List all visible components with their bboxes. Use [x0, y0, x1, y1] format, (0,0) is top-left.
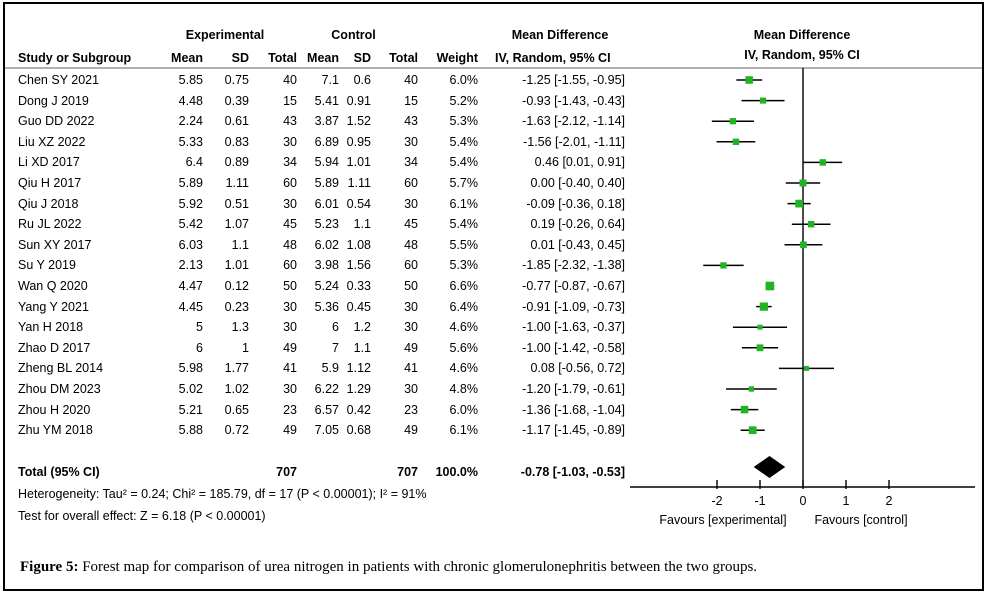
exp-total: 50: [283, 279, 297, 293]
weight: 5.4%: [449, 217, 478, 232]
weight: 6.0%: [449, 402, 478, 417]
ctrl-total: 41: [404, 361, 418, 376]
weight: 5.4%: [449, 134, 478, 149]
exp-sd: 0.39: [224, 93, 249, 108]
ctrl-total: 49: [404, 340, 418, 355]
ctrl-mean: 6.57: [314, 402, 339, 417]
exp-total: 30: [283, 196, 297, 211]
md-ci-text: 0.19 [-0.26, 0.64]: [530, 217, 625, 232]
exp-mean: 5.89: [178, 176, 203, 190]
ctrl-sd: 0.68: [346, 423, 371, 438]
study-name: Guo DD 2022: [18, 114, 95, 129]
exp-mean: 5.98: [178, 361, 203, 376]
exp-sd: 1.1: [231, 237, 249, 252]
effect-square: [733, 139, 739, 145]
mean-difference-plot-header: Mean Difference: [753, 28, 851, 42]
ctrl-sd: 0.45: [346, 299, 371, 314]
ctrl-mean: 5.89: [314, 176, 339, 190]
study-name: Qiu H 2017: [18, 176, 82, 190]
effect-square: [757, 344, 764, 351]
ctrl-sd: 0.95: [346, 134, 371, 149]
study-name: Yan H 2018: [18, 320, 84, 335]
ctrl-mean: 3.98: [314, 258, 339, 273]
study-column-header: Study or Subgroup: [18, 51, 132, 65]
exp-total: 43: [283, 114, 297, 129]
ctrl-mean: 6.22: [314, 382, 339, 396]
exp-total: 30: [283, 299, 297, 314]
ctrl-sd: 0.6: [353, 73, 371, 87]
exp-mean: 4.47: [178, 279, 203, 293]
md-ci-text: 0.01 [-0.43, 0.45]: [530, 237, 625, 252]
weight: 5.2%: [449, 93, 478, 108]
exp-sd: 1.11: [225, 176, 249, 190]
study-row: [0, 214, 640, 234]
overall-effect-text: Test for overall effect: Z = 6.18 (P < 0.00001): [18, 509, 266, 523]
ctrl-mean: 5.94: [314, 155, 339, 170]
exp-mean: 6.4: [185, 155, 203, 170]
weight: 6.1%: [449, 423, 478, 438]
ctrl-total: 60: [404, 258, 418, 273]
weight: 6.1%: [449, 196, 478, 211]
ctrl-total: 50: [404, 279, 418, 293]
exp-sd: 1.02: [224, 382, 249, 396]
md-ci-text: -1.56 [-2.01, -1.11]: [523, 134, 625, 149]
exp-mean: 5.85: [178, 73, 203, 87]
total-ctrl-n: 707: [397, 465, 418, 479]
md-ci-text: -1.00 [-1.42, -0.58]: [522, 340, 625, 355]
exp-total: 30: [283, 320, 297, 335]
exp-sd: 0.89: [224, 155, 249, 170]
ctrl-total: 15: [404, 93, 418, 108]
ctrl-sd: 1.56: [346, 258, 371, 273]
total-exp-n: 707: [276, 465, 297, 479]
effect-square: [758, 325, 763, 330]
ctrl-sd: 1.52: [346, 114, 371, 129]
exp-sd: 0.83: [224, 134, 249, 149]
exp-mean: 5: [196, 320, 203, 335]
weight: 5.3%: [449, 114, 478, 129]
md-ci-text: -1.25 [-1.55, -0.95]: [522, 73, 625, 87]
md-ci-text: -0.91 [-1.09, -0.73]: [522, 299, 625, 314]
exp-mean: 5.88: [178, 423, 203, 438]
effect-square: [760, 98, 766, 104]
total-label: Total (95% CI): [18, 465, 100, 479]
study-name: Zhou H 2020: [18, 402, 91, 417]
ctrl-sd: 0.54: [346, 196, 371, 211]
ctrl-total: 49: [404, 423, 418, 438]
study-name: Liu XZ 2022: [18, 134, 86, 149]
ctrl-sd: 1.1: [353, 340, 371, 355]
exp-mean: 4.45: [178, 299, 203, 314]
control-group-header: Control: [331, 28, 376, 42]
exp-mean: 5.21: [178, 402, 203, 417]
ctrl-sd: 0.42: [346, 402, 371, 417]
weight: 4.6%: [449, 320, 478, 335]
total-row: [0, 462, 640, 482]
exp-mean: 6.03: [178, 237, 203, 252]
effect-square: [800, 180, 807, 187]
exp-sd: 0.61: [224, 114, 249, 129]
exp-sd: 1.01: [224, 258, 249, 273]
total-diamond: [754, 456, 786, 478]
exp-sd: 1.77: [224, 361, 249, 376]
md-ci-text: -0.77 [-0.87, -0.67]: [522, 279, 625, 293]
weight: 5.7%: [449, 176, 478, 190]
study-row: [0, 70, 640, 90]
exp-total: 49: [283, 423, 297, 438]
ctrl-total-column-header: Total: [389, 51, 418, 65]
exp-total-column-header: Total: [268, 51, 297, 65]
study-name: Li XD 2017: [18, 155, 80, 170]
effect-square: [749, 386, 754, 391]
heterogeneity-text: Heterogeneity: Tau² = 0.24; Chi² = 185.79, df = 17 (P < 0.00001); I² = 91%: [18, 487, 427, 501]
exp-total: 60: [283, 258, 297, 273]
ctrl-sd: 1.08: [346, 237, 371, 252]
study-row: [0, 317, 640, 337]
effect-square: [808, 221, 814, 227]
ctrl-sd: 1.2: [353, 320, 371, 335]
favours-control-label: Favours [control]: [814, 513, 908, 527]
study-name: Wan Q 2020: [18, 279, 88, 293]
study-row: [0, 420, 640, 440]
ctrl-mean-column-header: Mean: [307, 51, 339, 65]
favours-experimental-label: Favours [experimental]: [659, 513, 787, 527]
effect-square: [766, 282, 775, 291]
study-name: Qiu J 2018: [18, 196, 79, 211]
exp-total: 40: [283, 73, 297, 87]
weight: 5.6%: [449, 340, 478, 355]
study-row: [0, 276, 640, 296]
exp-mean: 5.42: [178, 217, 203, 232]
ctrl-total: 40: [404, 73, 418, 87]
study-row: [0, 91, 640, 111]
ctrl-mean: 6.02: [314, 237, 339, 252]
study-row: [0, 255, 640, 275]
ctrl-mean: 5.9: [321, 361, 339, 376]
md-ci-text: -1.17 [-1.45, -0.89]: [522, 423, 625, 438]
ctrl-total: 30: [404, 382, 418, 396]
exp-sd: 1.07: [224, 217, 249, 232]
effect-square: [720, 262, 726, 268]
total-weight: 100.0%: [435, 465, 478, 479]
axis-tick-label: 2: [885, 494, 893, 508]
exp-sd: 1: [242, 340, 249, 355]
exp-mean: 6: [196, 340, 203, 355]
ctrl-total: 43: [404, 114, 418, 129]
effect-square: [741, 406, 749, 414]
study-row: [0, 379, 640, 399]
study-row: [0, 111, 640, 131]
exp-sd: 0.23: [224, 299, 249, 314]
md-ci-text: 0.08 [-0.56, 0.72]: [530, 361, 625, 376]
ctrl-mean: 7.05: [314, 423, 339, 438]
md-ci-text: -1.00 [-1.63, -0.37]: [522, 320, 625, 335]
exp-sd: 0.75: [224, 73, 249, 87]
ctrl-total: 23: [404, 402, 418, 417]
ctrl-mean: 7.1: [321, 73, 339, 87]
ctrl-total: 48: [404, 237, 418, 252]
study-name: Zheng BL 2014: [18, 361, 104, 376]
exp-sd: 0.12: [224, 279, 249, 293]
md-ci-text: -1.63 [-2.12, -1.14]: [522, 114, 625, 129]
ctrl-total: 30: [404, 320, 418, 335]
ctrl-sd: 1.12: [346, 361, 371, 376]
ctrl-sd: 0.91: [346, 93, 371, 108]
effect-square: [804, 366, 809, 371]
ctrl-total: 30: [404, 299, 418, 314]
md-ci-text: 0.00 [-0.40, 0.40]: [530, 176, 625, 190]
ctrl-sd: 1.29: [346, 382, 371, 396]
exp-total: 48: [283, 237, 297, 252]
exp-sd: 0.65: [224, 402, 249, 417]
effect-square: [745, 76, 753, 84]
ci-text-column-header: IV, Random, 95% CI: [495, 51, 611, 65]
effect-square: [749, 426, 757, 434]
weight: 5.3%: [449, 258, 478, 273]
exp-mean: 5.02: [178, 382, 203, 396]
exp-total: 30: [283, 382, 297, 396]
ctrl-mean: 5.24: [314, 279, 339, 293]
axis-tick-label: 0: [799, 494, 807, 508]
study-name: Zhao D 2017: [18, 340, 91, 355]
md-ci-text: -1.85 [-2.32, -1.38]: [522, 258, 625, 273]
column-header-row: [0, 48, 640, 68]
study-row: [0, 194, 640, 214]
md-ci-text: -0.09 [-0.36, 0.18]: [526, 196, 625, 211]
md-ci-text: 0.46 [0.01, 0.91]: [534, 155, 625, 170]
exp-mean: 4.48: [178, 93, 203, 108]
experimental-group-header: Experimental: [185, 28, 265, 42]
study-row: [0, 132, 640, 152]
exp-total: 15: [283, 93, 297, 108]
exp-total: 49: [283, 340, 297, 355]
ctrl-total: 34: [404, 155, 418, 170]
weight: 6.6%: [449, 279, 478, 293]
exp-mean-column-header: Mean: [171, 51, 203, 65]
weight-column-header: Weight: [436, 51, 478, 65]
study-name: Yang Y 2021: [18, 299, 89, 314]
ctrl-mean: 7: [332, 340, 339, 355]
ctrl-mean: 6.89: [314, 134, 339, 149]
exp-total: 23: [283, 402, 297, 417]
effect-square: [795, 200, 803, 208]
weight: 6.4%: [449, 299, 478, 314]
exp-mean: 5.33: [178, 134, 203, 149]
study-row: [0, 152, 640, 172]
ctrl-total: 30: [404, 196, 418, 211]
ctrl-sd: 0.33: [346, 279, 371, 293]
md-ci-text: -1.36 [-1.68, -1.04]: [522, 402, 625, 417]
ctrl-mean: 5.41: [314, 93, 339, 108]
ctrl-sd: 1.01: [346, 155, 371, 170]
study-name: Sun XY 2017: [18, 237, 92, 252]
exp-mean: 5.92: [178, 196, 203, 211]
study-name: Dong J 2019: [18, 93, 89, 108]
effect-square: [800, 241, 807, 248]
exp-mean: 2.13: [178, 258, 203, 273]
weight: 4.6%: [449, 361, 478, 376]
mean-difference-text-header: Mean Difference: [511, 28, 609, 42]
study-name: Ru JL 2022: [18, 217, 82, 232]
ci-plot-column-header: IV, Random, 95% CI: [744, 48, 860, 62]
exp-sd: 1.3: [231, 320, 249, 335]
exp-sd: 0.51: [224, 196, 249, 211]
study-row: [0, 400, 640, 420]
study-name: Zhu YM 2018: [18, 423, 93, 438]
ctrl-mean: 6: [332, 320, 339, 335]
effect-square: [760, 302, 768, 310]
ctrl-sd: 1.1: [353, 217, 371, 232]
md-ci-text: -1.20 [-1.79, -0.61]: [522, 382, 625, 396]
exp-total: 34: [283, 155, 297, 170]
figure-caption-label: Figure 5:: [20, 559, 79, 575]
ctrl-sd: 1.11: [347, 176, 371, 190]
study-name: Su Y 2019: [18, 258, 76, 273]
exp-sd: 0.72: [224, 423, 249, 438]
axis-tick-label: -1: [754, 494, 766, 508]
weight: 5.5%: [449, 237, 478, 252]
effect-square: [730, 118, 736, 124]
exp-mean: 2.24: [178, 114, 203, 129]
exp-total: 30: [283, 134, 297, 149]
ctrl-total: 45: [404, 217, 418, 232]
weight: 5.4%: [449, 155, 478, 170]
exp-sd-column-header: SD: [231, 51, 249, 65]
weight: 4.8%: [449, 382, 478, 396]
ctrl-mean: 6.01: [314, 196, 339, 211]
md-ci-text: -0.93 [-1.43, -0.43]: [522, 93, 625, 108]
figure-caption: [20, 559, 970, 576]
ctrl-mean: 5.36: [314, 299, 339, 314]
axis-tick-label: -2: [711, 494, 723, 508]
weight: 6.0%: [449, 73, 478, 87]
total-md-ci-text: -0.78 [-1.03, -0.53]: [520, 465, 625, 479]
ctrl-total: 60: [404, 176, 418, 190]
study-row: [0, 358, 640, 378]
study-name: Zhou DM 2023: [18, 382, 101, 396]
study-row: [0, 297, 640, 317]
ctrl-mean: 3.87: [314, 114, 339, 129]
ctrl-sd-column-header: SD: [353, 51, 371, 65]
axis-tick-label: 1: [842, 494, 850, 508]
exp-total: 41: [283, 361, 297, 376]
effect-square: [820, 159, 826, 165]
study-row: [0, 338, 640, 358]
study-row: [0, 235, 640, 255]
study-row: [0, 173, 640, 193]
ctrl-total: 30: [404, 134, 418, 149]
ctrl-mean: 5.23: [314, 217, 339, 232]
exp-total: 45: [283, 217, 297, 232]
figure-caption-text: Forest map for comparison of urea nitrogen in patients with chronic glomerulonephritis between the two groups.: [78, 559, 758, 575]
study-name: Chen SY 2021: [18, 73, 100, 87]
exp-total: 60: [283, 176, 297, 190]
